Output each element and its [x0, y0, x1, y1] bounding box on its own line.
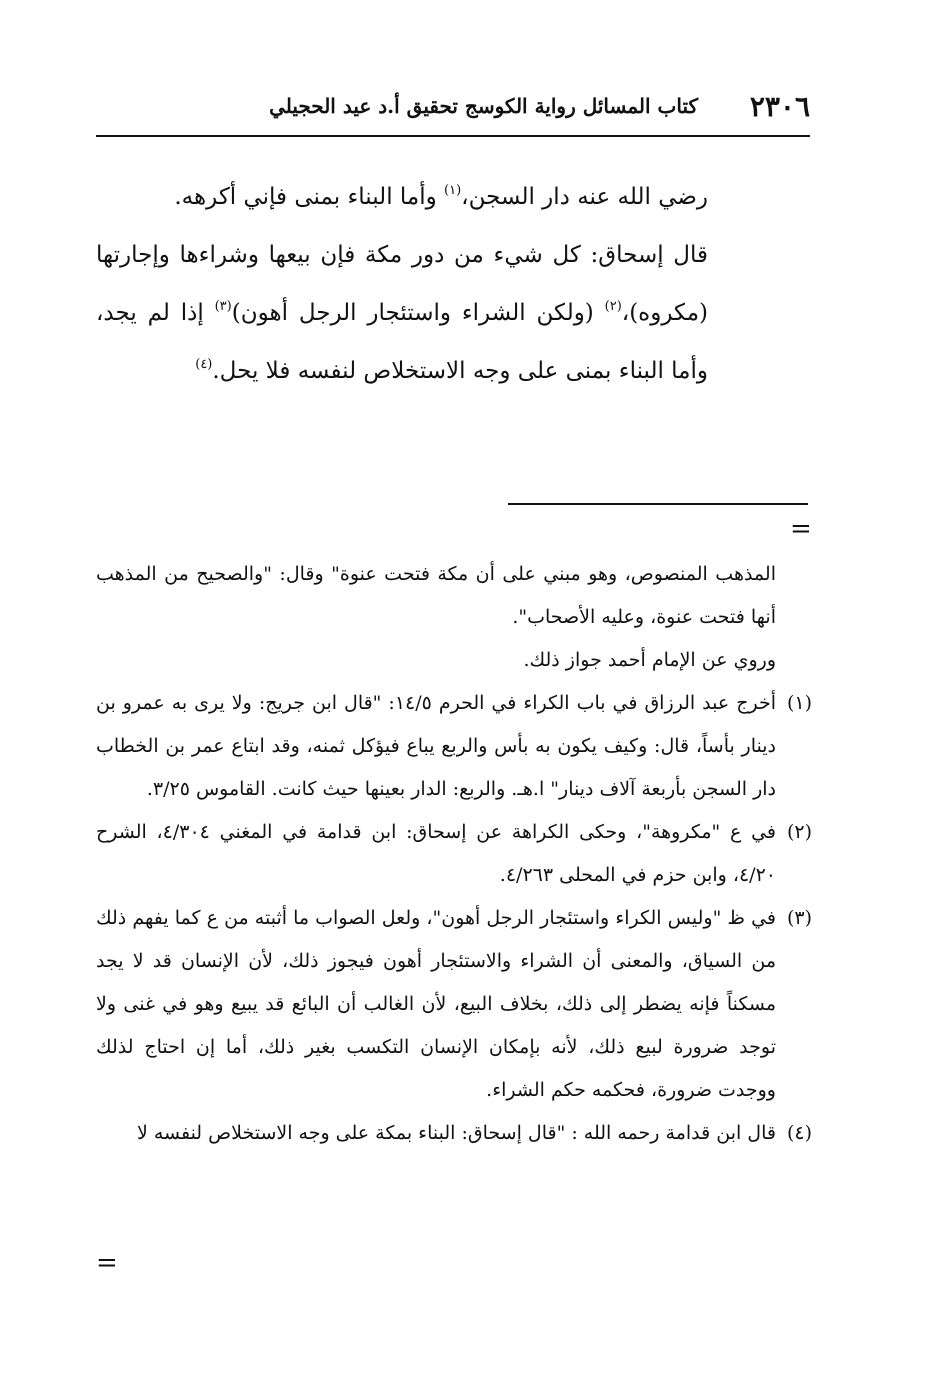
main-text-segment: وأما البناء بمنى فإني أكرهه. [174, 184, 445, 210]
footnote-ref: (٣) [214, 299, 232, 314]
footnotes [96, 553, 812, 1155]
footnote-ref: (٢) [604, 299, 622, 314]
main-text [96, 168, 708, 400]
main-text-segment: (ولكن الشراء واستئجار الرجل أهون) [231, 300, 605, 326]
footnote-marker: (٣) [786, 907, 812, 929]
continuation-mark: = [790, 514, 812, 544]
footnote-ref: (١) [444, 183, 462, 198]
footnote-text: قال ابن قدامة رحمه الله : "قال إسحاق: البناء بمكة على وجه الاستخلاص لنفسه لا [136, 1122, 776, 1144]
footnote-1 [96, 682, 812, 811]
main-text-segment: إذا لم يجد، وأما البناء بمنى على وجه الاستخلاص لنفسه فلا يحل. [96, 300, 708, 384]
main-text-segment: قال إسحاق: كل شيء من دور مكة فإن بيعها وشراءها وإجارتها (مكروه)، [96, 242, 709, 326]
footnote-continuation-text: وروي عن الإمام أحمد جواز ذلك. [523, 649, 776, 671]
footnote-continuation-text: المذهب المنصوص، وهو مبني على أن مكة فتحت عنوة" وقال: "والصحيح من المذهب أنها فتحت عنوة، وعليه الأصحاب". [96, 563, 776, 628]
continuation-mark-bottom: = [96, 1248, 118, 1278]
footnote-marker: (٢) [786, 821, 812, 843]
page-number: ٢٣٠٦ [749, 90, 810, 123]
footnote-separator [508, 503, 808, 505]
main-paragraph-1 [96, 168, 708, 226]
footnote-4 [96, 1112, 812, 1155]
footnote-2 [96, 811, 812, 897]
footnote-ref: (٤) [195, 357, 213, 372]
header-rule [96, 135, 810, 137]
footnote-text: أخرج عبد الرزاق في باب الكراء في الحرم ١٤/٥: "قال ابن جريج: ولا يرى به عمرو بن دينار بأساً، قال: وكيف يكون به بأس والربع يباع فيؤكل ثمنه، وقد ابتاع عمر بن الخطاب دار السجن بأربعة آلاف دينار" ا.هـ. والربع: الدار بعينها حيث كانت. القاموس ٣/٢٥. [96, 692, 776, 800]
main-paragraph-2 [96, 226, 708, 400]
main-text-segment: رضي الله عنه دار السجن، [461, 184, 708, 210]
running-title: كتاب المسائل رواية الكوسج تحقيق أ.د عيد الحجيلي [269, 94, 698, 118]
page-header [96, 90, 810, 130]
footnote-marker: (١) [786, 692, 812, 714]
footnote-3 [96, 897, 812, 1112]
footnote-text: في ع "مكروهة"، وحكى الكراهة عن إسحاق: ابن قدامة في المغني ٤/٣٠٤، الشرح ٤/٢٠، وابن حزم في المحلى ٤/٢٦٣. [96, 821, 776, 886]
footnote-continuation [96, 553, 812, 682]
footnote-marker: (٤) [786, 1122, 812, 1144]
footnote-text: في ظ "وليس الكراء واستئجار الرجل أهون"، ولعل الصواب ما أثبته من ع كما يفهم ذلك من السياق، والمعنى أن الشراء والاستئجار أهون فيجوز ذلك، لأن الإنسان قد لا يجد مسكناً فإنه يضطر إلى ذلك، بخلاف البيع، لأن الغالب أن البائع قد يبيع وهو في غنى ولا توجد ضرورة لبيع ذلك، لأنه بإمكان الإنسان التكسب بغير ذلك، أما إن احتاج لذلك ووجدت ضرورة، فحكمه حكم الشراء. [96, 907, 776, 1101]
